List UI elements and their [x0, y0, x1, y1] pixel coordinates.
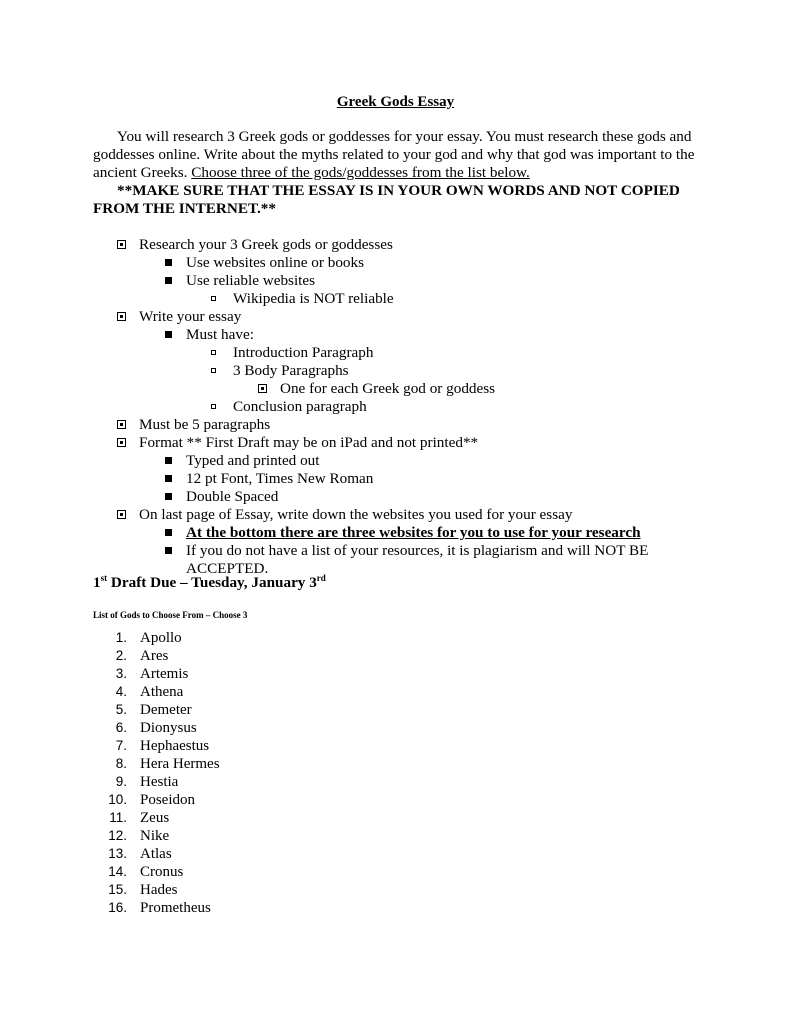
checkbox-bullet-icon	[117, 240, 126, 249]
gods-list-heading: List of Gods to Choose From – Choose 3	[93, 610, 248, 620]
square-bullet-icon	[165, 457, 172, 464]
square-bullet-icon	[165, 259, 172, 266]
checkbox-bullet-icon	[258, 384, 267, 393]
draft-due-heading: 1st Draft Due – Tuesday, January 3rd	[93, 573, 326, 592]
document-page: Greek Gods Essay You will research 3 Greek gods or goddesses for your essay. You must research these gods and goddesses online. Write about the myths related to your god and why that god was important to the ancient Greeks. Choose three of the gods/goddesses from the list below. **MAKE SURE THAT THE ESSAY IS IN YOUR OWN WORDS AND NOT COPIED FROM THE INTERNET.** Research your 3 Greek gods or goddesses Use websites online or books Use reliable websites Wikipedia is NOT reliable Write your essay Must have: Introduction Paragraph 3 Body Paragraphs One for each Greek god or goddess Conclusion paragraph Must be 5 paragraphs Format ** First Draft may be on iPad and not printed** Typed and printed out 12 pt Font, Times New Roman Double Spaced On last page of Essay, write down the websites you used for your essay At the bottom there are three websites for you to use for your research If you do not have a list of your resources, it is plagiarism and will NOT BE ACCEPTED. 1st Draft Due – Tuesday, January 3rd List of Gods to Choose From – Choose 3 1. Apollo 2. Ares 3. Artemis 4. Athena 5. Demeter 6. Dionysus 7. Hephaestus 8. Hera Hermes 9. Hestia 10. Poseidon 11. Zeus 12. Nike 13. Atlas 14. Cronus 15. Hades 16. Prometheus	[0, 0, 791, 1024]
intro-text: You will research 3 Greek gods or goddesses for your essay. You must research these gods and goddesses online. Write about the myths related to your god and why that god was important to the ancient Greeks.	[93, 128, 695, 181]
intro-paragraph	[93, 128, 703, 182]
checkbox-bullet-icon	[117, 420, 126, 429]
square-bullet-icon	[165, 493, 172, 500]
page-title: Greek Gods Essay	[336, 94, 455, 110]
checkbox-bullet-icon	[117, 438, 126, 447]
hollow-square-bullet-icon	[211, 296, 216, 301]
square-bullet-icon	[165, 277, 172, 284]
intro-underlined-instruction: Choose three of the gods/goddesses from the list below.	[191, 164, 530, 181]
hollow-square-bullet-icon	[211, 350, 216, 355]
hollow-square-bullet-icon	[211, 404, 216, 409]
square-bullet-icon	[165, 529, 172, 536]
checkbox-bullet-icon	[117, 510, 126, 519]
square-bullet-icon	[165, 331, 172, 338]
warning-text: **MAKE SURE THAT THE ESSAY IS IN YOUR OWN WORDS AND NOT COPIED FROM THE INTERNET.**	[93, 182, 680, 217]
checkbox-bullet-icon	[117, 312, 126, 321]
square-bullet-icon	[165, 547, 172, 554]
square-bullet-icon	[165, 475, 172, 482]
hollow-square-bullet-icon	[211, 368, 216, 373]
